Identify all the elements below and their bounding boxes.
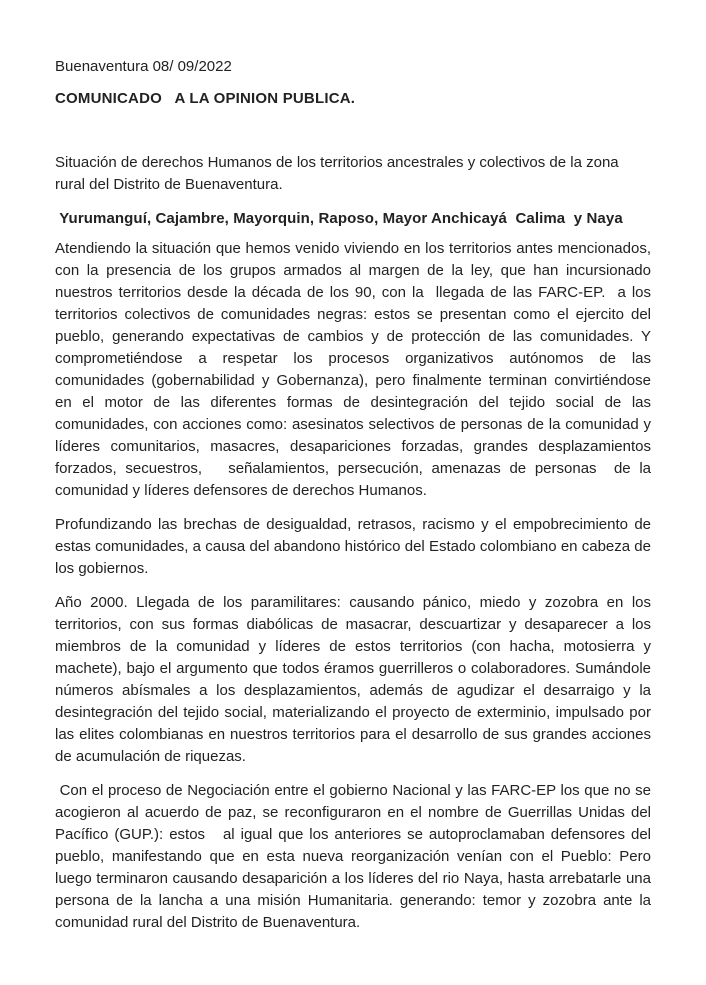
subject-line: Situación de derechos Humanos de los territorios ancestrales y colectivos de la zona rural del Distrito de Buenaventura. [55, 154, 623, 193]
date-line: Buenaventura 08/ 09/2022 [55, 58, 232, 75]
paragraph-paramilitaries: Año 2000. Llegada de los paramilitares: causando pánico, miedo y zozobra en los territorios, con sus formas diabólicas de masacrar, descuartizar y desaparecer a los miembros de la comunidad y líderes de estos territorios (con hacha, motosierra y machete), bajo el argumento que todos éramos guerrilleros o colaboradores. Sumándole números abísmales a los desplazamientos, además de agudizar el desarraigo y la desintegración del tejido social, materializando el proyecto de exterminio, impulsado por las elites colombianas en nuestros territorios para el desarrollo de sus grandes acciones de acumulación de riquezas. [55, 594, 656, 765]
document-title: COMUNICADO A LA OPINION PUBLICA. [55, 90, 356, 107]
paragraph-negotiation: Con el proceso de Negociación entre el gobierno Nacional y las FARC-EP los que no se acogieron al acuerdo de paz, se reconfiguraron en el nombre de Guerrillas Unidas del Pacífico (GUP.): estos al igual que los anteriores se autoproclamaban defensores del pueblo, manifestando que en esta nueva reorganización venían con el Pueblo: Pero luego terminaron causando desaparición a los líderes del rio Naya, hasta arrebatarle una persona de la lancha a una misión Humanitaria. generando: temor y zozobra ante la comunidad rural del Distrito de Buenaventura. [55, 782, 656, 931]
paragraph-inequality: Profundizando las brechas de desigualdad, retrasos, racismo y el empobrecimiento de estas comunidades, a causa del abandono histórico del Estado colombiano en cabeza de los gobiernos. [55, 516, 656, 577]
territories-heading: Yurumanguí, Cajambre, Mayorquin, Raposo, Mayor Anchicayá Calima y Naya [55, 210, 623, 227]
paragraph-situation: Atendiendo la situación que hemos venido viviendo en los territorios antes mencionados, con la presencia de los grupos armados al margen de la ley, que han incursionado nuestros territorios desde la década de los 90, con la llegada de las FARC-EP. a los territorios colectivos de comunidades negras: estos se presentan como el ejercito del pueblo, generando expectativas de cambios y de protección de las comunidades. Y comprometiéndose a respetar los procesos organizativos autónomos de las comunidades (gobernabilidad y Gobernanza), pero finalmente terminan convirtiéndose en el motor de las diferentes formas de desintegración del tejido social de las comunidades, con acciones como: asesinatos selectivos de personas de la comunidad y líderes comunitarios, masacres, desapariciones forzadas, grandes desplazamientos forzados, secuestros, señalamientos, persecución, amenazas de personas de la comunidad y líderes defensores de derechos Humanos. [55, 240, 656, 499]
